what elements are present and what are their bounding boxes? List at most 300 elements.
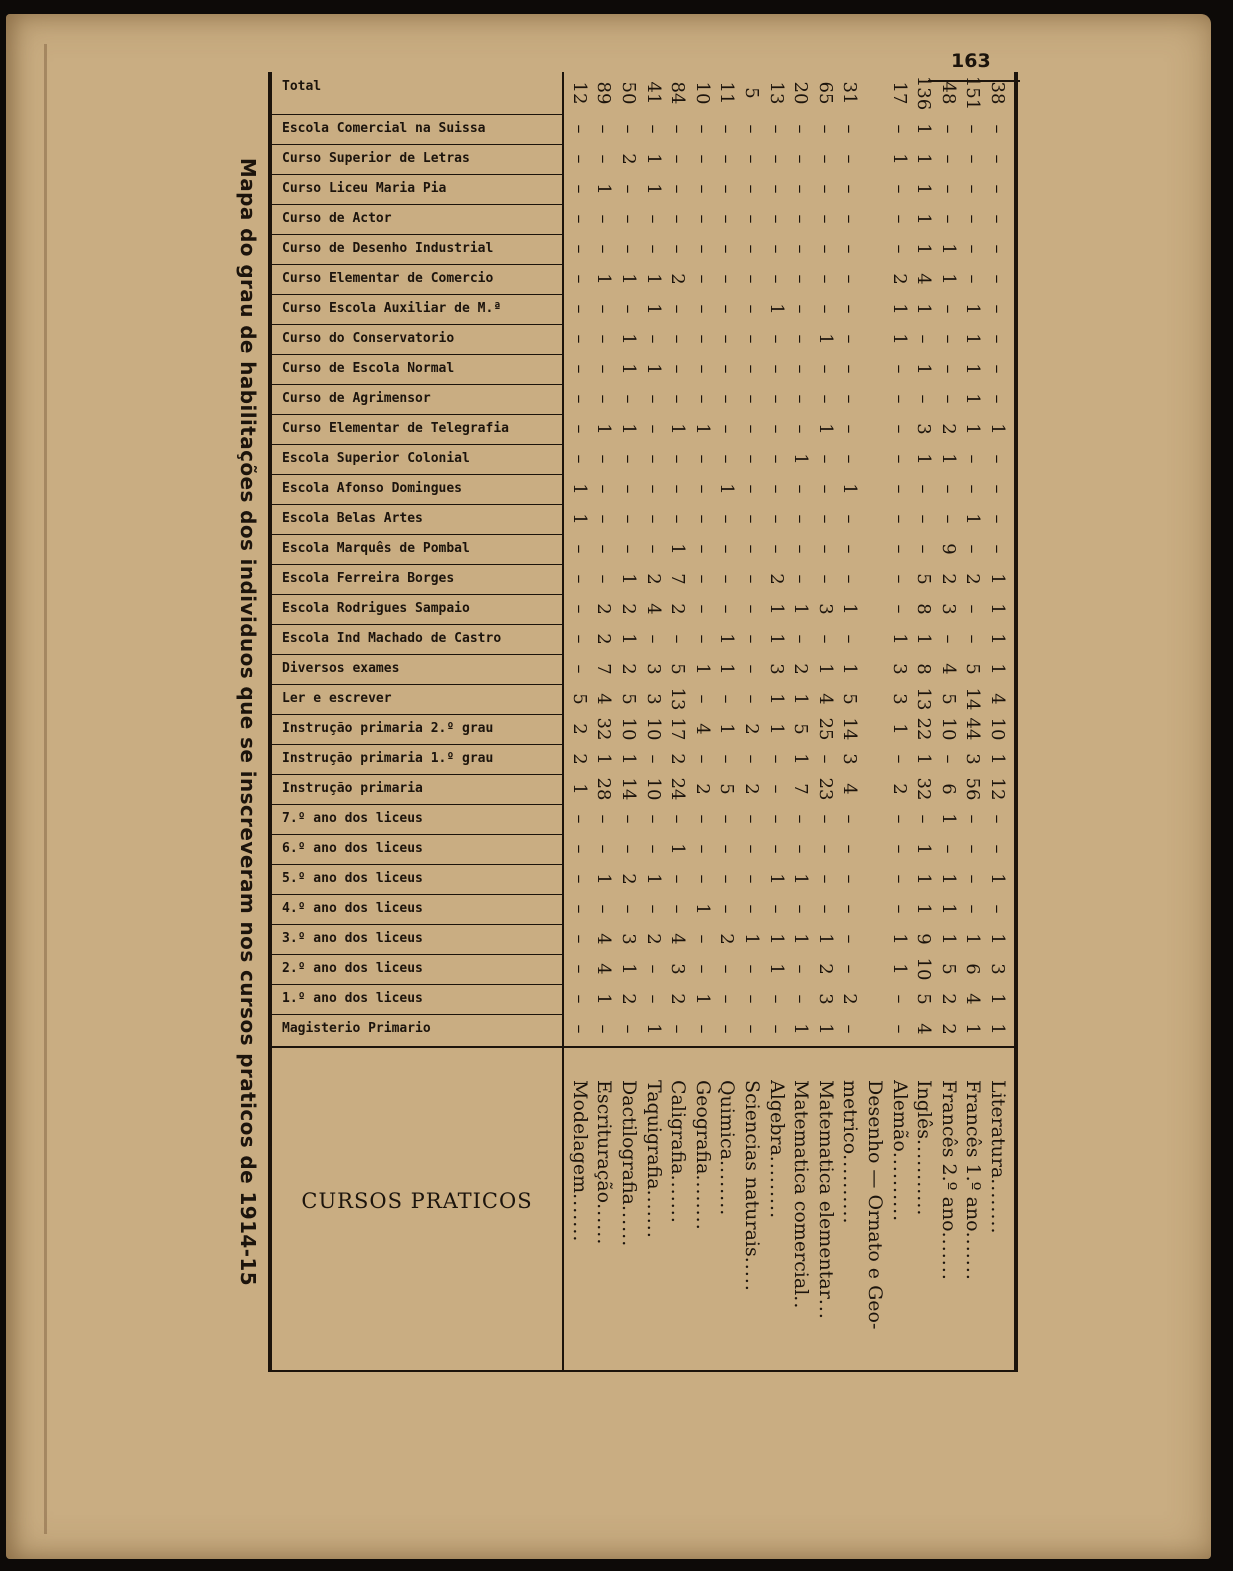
value-cell: –	[568, 424, 590, 434]
value-cell: –	[765, 364, 787, 374]
row-label-leader: ........	[987, 1178, 1009, 1235]
value-cell: –	[741, 394, 762, 404]
value-cell: –	[814, 364, 836, 374]
column-header	[272, 414, 562, 444]
value-cell: –	[667, 184, 689, 194]
value-cell: 13	[667, 687, 689, 711]
value-cell: –	[716, 1024, 738, 1034]
value-cell: –	[618, 514, 639, 524]
value-cell	[862, 834, 887, 864]
column-header	[272, 72, 562, 114]
value-cell: –	[839, 334, 861, 344]
row-label-text: Quimica	[716, 1080, 739, 1160]
value-cell: 2	[937, 423, 959, 435]
value-cell: –	[691, 394, 713, 404]
value-cell: –	[814, 394, 836, 404]
column-header-label: Escola Ferreira Borges	[282, 571, 455, 586]
value-cell: –	[741, 424, 762, 434]
column-header-label: Curso Superior de Letras	[282, 151, 470, 166]
column-header	[272, 294, 562, 324]
value-cell: –	[667, 244, 689, 254]
value-cell: –	[741, 754, 762, 764]
value-cell: 2	[937, 993, 959, 1005]
value-cell: 1	[913, 153, 935, 165]
value-cell: 9	[937, 543, 959, 555]
value-cell: –	[716, 754, 738, 764]
value-cell: –	[691, 574, 713, 584]
table-row	[862, 72, 887, 1372]
value-cell: –	[716, 964, 738, 974]
value-cell: –	[716, 304, 738, 314]
value-cell: –	[642, 124, 664, 134]
row-label	[911, 1080, 936, 1372]
value-cell: 44	[962, 717, 984, 741]
value-cell: 1	[765, 303, 787, 315]
value-cell: –	[568, 844, 590, 854]
value-cell: –	[741, 634, 762, 644]
column-rule	[272, 714, 562, 715]
column-header-label: Instrução primaria	[282, 781, 423, 796]
value-cell: 2	[618, 993, 639, 1005]
column-header-label: Magisterio Primario	[282, 1021, 431, 1036]
column-header	[272, 834, 562, 864]
value-cell	[862, 1014, 887, 1044]
table-row	[714, 72, 739, 1372]
value-cell: –	[765, 184, 787, 194]
total-cell: 12	[568, 81, 590, 105]
value-cell: –	[765, 394, 787, 404]
value-cell: –	[741, 814, 762, 824]
value-cell: –	[987, 544, 1008, 554]
row-label-leader: .......	[667, 1174, 690, 1224]
value-cell: –	[888, 604, 910, 614]
value-cell	[862, 444, 887, 474]
value-cell: –	[691, 844, 713, 854]
column-rule	[272, 354, 562, 355]
value-cell: –	[765, 484, 787, 494]
value-cell: –	[888, 544, 910, 554]
column-rule	[272, 684, 562, 685]
value-cell: –	[667, 154, 689, 164]
value-cell: 5	[839, 693, 861, 705]
value-cell: –	[839, 274, 861, 284]
value-cell: –	[790, 274, 812, 284]
value-cell	[862, 744, 887, 774]
value-cell: 1	[790, 603, 812, 615]
total-cell: 38	[987, 81, 1008, 105]
value-cell	[862, 354, 887, 384]
value-cell: 3	[888, 693, 910, 705]
value-cell: –	[888, 754, 910, 764]
value-cell: 1	[962, 393, 984, 405]
value-cell: –	[716, 814, 738, 824]
column-header	[272, 684, 562, 714]
value-cell: –	[741, 184, 762, 194]
value-cell: –	[593, 244, 615, 254]
value-cell: –	[765, 214, 787, 224]
value-cell: –	[716, 844, 738, 854]
value-cell: 5	[937, 963, 959, 975]
value-cell: –	[888, 514, 910, 524]
value-cell: –	[593, 394, 615, 404]
value-cell: –	[741, 334, 762, 344]
row-label-leader: .......	[962, 1231, 985, 1281]
row-label-text: Francês 1.º ano	[962, 1080, 985, 1232]
row-label-leader: ...	[814, 1298, 837, 1320]
value-cell: 4	[913, 1023, 935, 1035]
table-row	[764, 72, 789, 1372]
value-cell: –	[790, 544, 812, 554]
value-cell: 1	[937, 453, 959, 465]
column-header	[272, 384, 562, 414]
value-cell: 2	[937, 1023, 959, 1035]
column-header-label: Escola Marquês de Pombal	[282, 541, 470, 556]
binding-fold	[44, 44, 47, 1534]
value-cell: –	[839, 514, 861, 524]
column-header-label: Escola Comercial na Suissa	[282, 121, 486, 136]
table-row	[690, 72, 715, 1372]
value-cell: 1	[618, 363, 639, 375]
value-cell: 1	[962, 303, 984, 315]
value-cell: –	[667, 514, 689, 524]
value-cell: 1	[962, 513, 984, 525]
value-cell: 5	[937, 693, 959, 705]
value-cell: –	[568, 334, 590, 344]
value-cell: –	[691, 124, 713, 134]
value-cell: –	[962, 634, 984, 644]
value-cell: –	[888, 184, 910, 194]
column-header-label: Curso do Conservatorio	[282, 331, 455, 346]
table-row	[641, 72, 666, 1372]
value-cell: –	[741, 214, 762, 224]
value-cell: –	[814, 304, 836, 314]
value-cell: –	[790, 634, 812, 644]
value-cell: –	[814, 274, 836, 284]
table-row	[813, 72, 838, 1372]
table-row	[591, 72, 616, 1372]
value-cell: 1	[568, 483, 590, 495]
value-cell: 17	[667, 717, 689, 741]
value-cell: 32	[913, 777, 935, 801]
value-cell: 2	[618, 603, 639, 615]
value-cell: –	[888, 364, 910, 374]
value-cell: 1	[913, 843, 935, 855]
value-cell: –	[568, 934, 590, 944]
table-row	[911, 72, 936, 1372]
value-cell: 22	[913, 717, 935, 741]
value-cell: –	[937, 304, 959, 314]
column-header-label: 4.º ano dos liceus	[282, 901, 423, 916]
value-cell: –	[691, 544, 713, 554]
column-rule	[272, 1014, 562, 1015]
value-cell: –	[568, 664, 590, 674]
value-cell: 1	[593, 873, 615, 885]
value-cell: –	[839, 814, 861, 824]
value-cell: –	[618, 214, 639, 224]
value-cell: –	[691, 874, 713, 884]
value-cell: 5	[913, 993, 935, 1005]
value-cell: –	[962, 814, 984, 824]
value-cell: –	[618, 244, 639, 254]
value-cell: –	[962, 214, 984, 224]
value-cell: 1	[618, 423, 639, 435]
value-cell: 4	[962, 993, 984, 1005]
value-cell: 1	[790, 1023, 812, 1035]
value-cell: –	[593, 844, 615, 854]
value-cell: –	[790, 154, 812, 164]
value-cell: 7	[593, 663, 615, 675]
value-cell	[862, 534, 887, 564]
row-label-text: Alemão	[888, 1080, 911, 1152]
column-rule	[272, 384, 562, 385]
value-cell: 2	[568, 723, 590, 735]
value-cell: –	[691, 364, 713, 374]
value-cell	[862, 324, 887, 354]
value-cell: –	[814, 154, 836, 164]
value-cell: –	[642, 964, 664, 974]
value-cell: 1	[618, 333, 639, 345]
column-rule	[272, 984, 562, 985]
value-cell: 1	[568, 513, 590, 525]
total-cell: 89	[593, 81, 615, 105]
value-cell: –	[913, 484, 935, 494]
value-cell: –	[568, 454, 590, 464]
value-cell: 1	[790, 693, 812, 705]
value-cell: –	[839, 934, 861, 944]
value-cell: –	[839, 394, 861, 404]
row-label	[887, 1080, 912, 1372]
column-header	[272, 864, 562, 894]
value-cell: 1	[618, 753, 639, 765]
value-cell: –	[716, 874, 738, 884]
value-cell: –	[765, 244, 787, 254]
column-rule	[272, 594, 562, 595]
value-cell: 1	[691, 423, 713, 435]
value-cell: –	[962, 274, 984, 284]
column-header	[272, 774, 562, 804]
value-cell	[862, 774, 887, 804]
value-cell: 1	[913, 453, 935, 465]
column-header-label: Curso de Agrimensor	[282, 391, 431, 406]
value-cell: –	[716, 274, 738, 284]
value-cell: –	[716, 364, 738, 374]
value-cell: –	[987, 154, 1008, 164]
value-cell: –	[790, 994, 812, 1004]
value-cell: –	[888, 484, 910, 494]
value-cell: –	[642, 454, 664, 464]
value-cell: –	[741, 544, 762, 554]
value-cell: 10	[642, 777, 664, 801]
value-cell: –	[568, 394, 590, 404]
value-cell	[862, 684, 887, 714]
value-cell: 1	[962, 933, 984, 945]
value-cell: –	[741, 364, 762, 374]
row-label	[862, 1080, 887, 1372]
value-cell: –	[741, 844, 762, 854]
column-header-label: 6.º ano dos liceus	[282, 841, 423, 856]
value-cell: –	[642, 814, 664, 824]
value-cell: –	[814, 844, 836, 854]
column-header-label: Curso Elementar de Comercio	[282, 271, 494, 286]
value-cell: –	[962, 154, 984, 164]
value-cell: 1	[642, 303, 664, 315]
value-cell: –	[667, 334, 689, 344]
value-cell: –	[691, 754, 713, 764]
value-cell: –	[667, 394, 689, 404]
value-cell: 1	[618, 963, 639, 975]
value-cell: –	[962, 244, 984, 254]
column-header-label: Diversos exames	[282, 661, 400, 676]
value-cell: 10	[913, 957, 935, 981]
value-cell: 1	[716, 663, 738, 675]
value-cell: –	[741, 964, 762, 974]
value-cell: –	[618, 394, 639, 404]
value-cell: –	[937, 514, 959, 524]
value-cell	[862, 714, 887, 744]
value-cell: 1	[667, 843, 689, 855]
value-cell: 5	[913, 573, 935, 585]
value-cell: –	[618, 814, 639, 824]
value-cell: –	[888, 874, 910, 884]
row-label-text: Desenho — Ornato e Geo-	[864, 1080, 886, 1330]
value-cell: –	[667, 904, 689, 914]
column-header	[272, 174, 562, 204]
value-cell: 1	[913, 303, 935, 315]
value-cell: –	[962, 604, 984, 614]
value-cell: –	[839, 154, 861, 164]
column-header-label: Instrução primaria 1.º grau	[282, 751, 494, 766]
column-rule	[272, 954, 562, 955]
value-cell: 2	[839, 993, 861, 1005]
value-cell: 1	[593, 993, 615, 1005]
value-cell: 2	[937, 573, 959, 585]
row-label	[960, 1080, 985, 1372]
row-label	[936, 1080, 961, 1372]
value-cell: –	[987, 454, 1008, 464]
value-cell: 1	[716, 723, 738, 735]
value-cell: –	[741, 1024, 762, 1034]
value-cell: 1	[765, 873, 787, 885]
value-cell: 2	[593, 633, 615, 645]
value-cell: –	[814, 454, 836, 464]
value-cell: 1	[618, 273, 639, 285]
value-cell: 2	[691, 783, 713, 795]
value-cell: –	[888, 1024, 910, 1034]
value-cell: –	[790, 214, 812, 224]
column-rule	[272, 114, 562, 115]
value-cell: –	[593, 544, 615, 554]
row-label-leader: ......	[593, 1203, 616, 1246]
value-cell: –	[814, 214, 836, 224]
value-cell: 13	[913, 687, 935, 711]
value-cell: 1	[691, 993, 713, 1005]
value-cell: –	[667, 484, 689, 494]
page-number: 163	[951, 50, 991, 72]
column-header	[272, 504, 562, 534]
value-cell: 1	[962, 333, 984, 345]
value-cell: –	[618, 124, 639, 134]
value-cell: –	[765, 1024, 787, 1034]
stub-rule	[268, 1046, 1018, 1048]
value-cell: –	[593, 574, 615, 584]
value-cell: 1	[642, 1023, 664, 1035]
value-cell: –	[765, 814, 787, 824]
column-rule	[272, 264, 562, 265]
value-cell: –	[839, 304, 861, 314]
total-cell: 41	[642, 81, 664, 105]
value-cell: –	[937, 334, 959, 344]
column-rule	[272, 324, 562, 325]
value-cell: –	[691, 154, 713, 164]
value-cell: 4	[593, 963, 615, 975]
value-cell: –	[839, 454, 861, 464]
column-header-label: 1.º ano dos liceus	[282, 991, 423, 1006]
value-cell: 2	[814, 963, 836, 975]
value-cell: 1	[913, 213, 935, 225]
value-cell: –	[790, 184, 812, 194]
column-header-label: Escola Ind Machado de Castro	[282, 631, 502, 646]
value-cell: 1	[987, 753, 1008, 765]
value-cell: –	[765, 154, 787, 164]
value-cell: –	[691, 304, 713, 314]
row-label-leader: ...........	[913, 1138, 936, 1217]
value-cell: 1	[790, 933, 812, 945]
value-cell: –	[593, 1024, 615, 1034]
column-header	[272, 894, 562, 924]
value-cell: 1	[593, 273, 615, 285]
value-cell: –	[888, 904, 910, 914]
value-cell: 4	[987, 693, 1008, 705]
value-cell: –	[987, 334, 1008, 344]
value-cell: 2	[888, 783, 910, 795]
value-cell	[862, 594, 887, 624]
value-cell: 28	[593, 777, 615, 801]
row-label	[985, 1080, 1010, 1372]
value-cell: –	[716, 604, 738, 614]
value-cell: 1	[642, 873, 664, 885]
value-cell: –	[888, 424, 910, 434]
value-cell: 1	[987, 993, 1008, 1005]
value-cell: –	[716, 124, 738, 134]
total-cell: 5	[741, 87, 762, 99]
value-cell: –	[691, 934, 713, 944]
table-row	[788, 72, 813, 1372]
value-cell: 1	[839, 663, 861, 675]
value-cell: 2	[618, 873, 639, 885]
value-cell: 1	[790, 453, 812, 465]
value-cell: 1	[913, 363, 935, 375]
value-cell: –	[987, 904, 1008, 914]
row-label-text: Francês 2.º ano	[937, 1080, 960, 1232]
value-cell: –	[568, 814, 590, 824]
value-cell: 3	[814, 603, 836, 615]
value-cell: –	[987, 394, 1008, 404]
value-cell: 2	[593, 603, 615, 615]
value-cell: –	[568, 214, 590, 224]
value-cell: –	[568, 964, 590, 974]
value-cell: 1	[716, 633, 738, 645]
total-cell: 65	[814, 81, 836, 105]
value-cell: –	[741, 664, 762, 674]
value-cell: –	[568, 904, 590, 914]
value-cell: –	[888, 214, 910, 224]
value-cell: 5	[568, 693, 590, 705]
total-cell	[862, 72, 887, 114]
value-cell: 2	[962, 573, 984, 585]
value-cell: 1	[642, 273, 664, 285]
value-cell: –	[667, 634, 689, 644]
table-row	[936, 72, 961, 1372]
